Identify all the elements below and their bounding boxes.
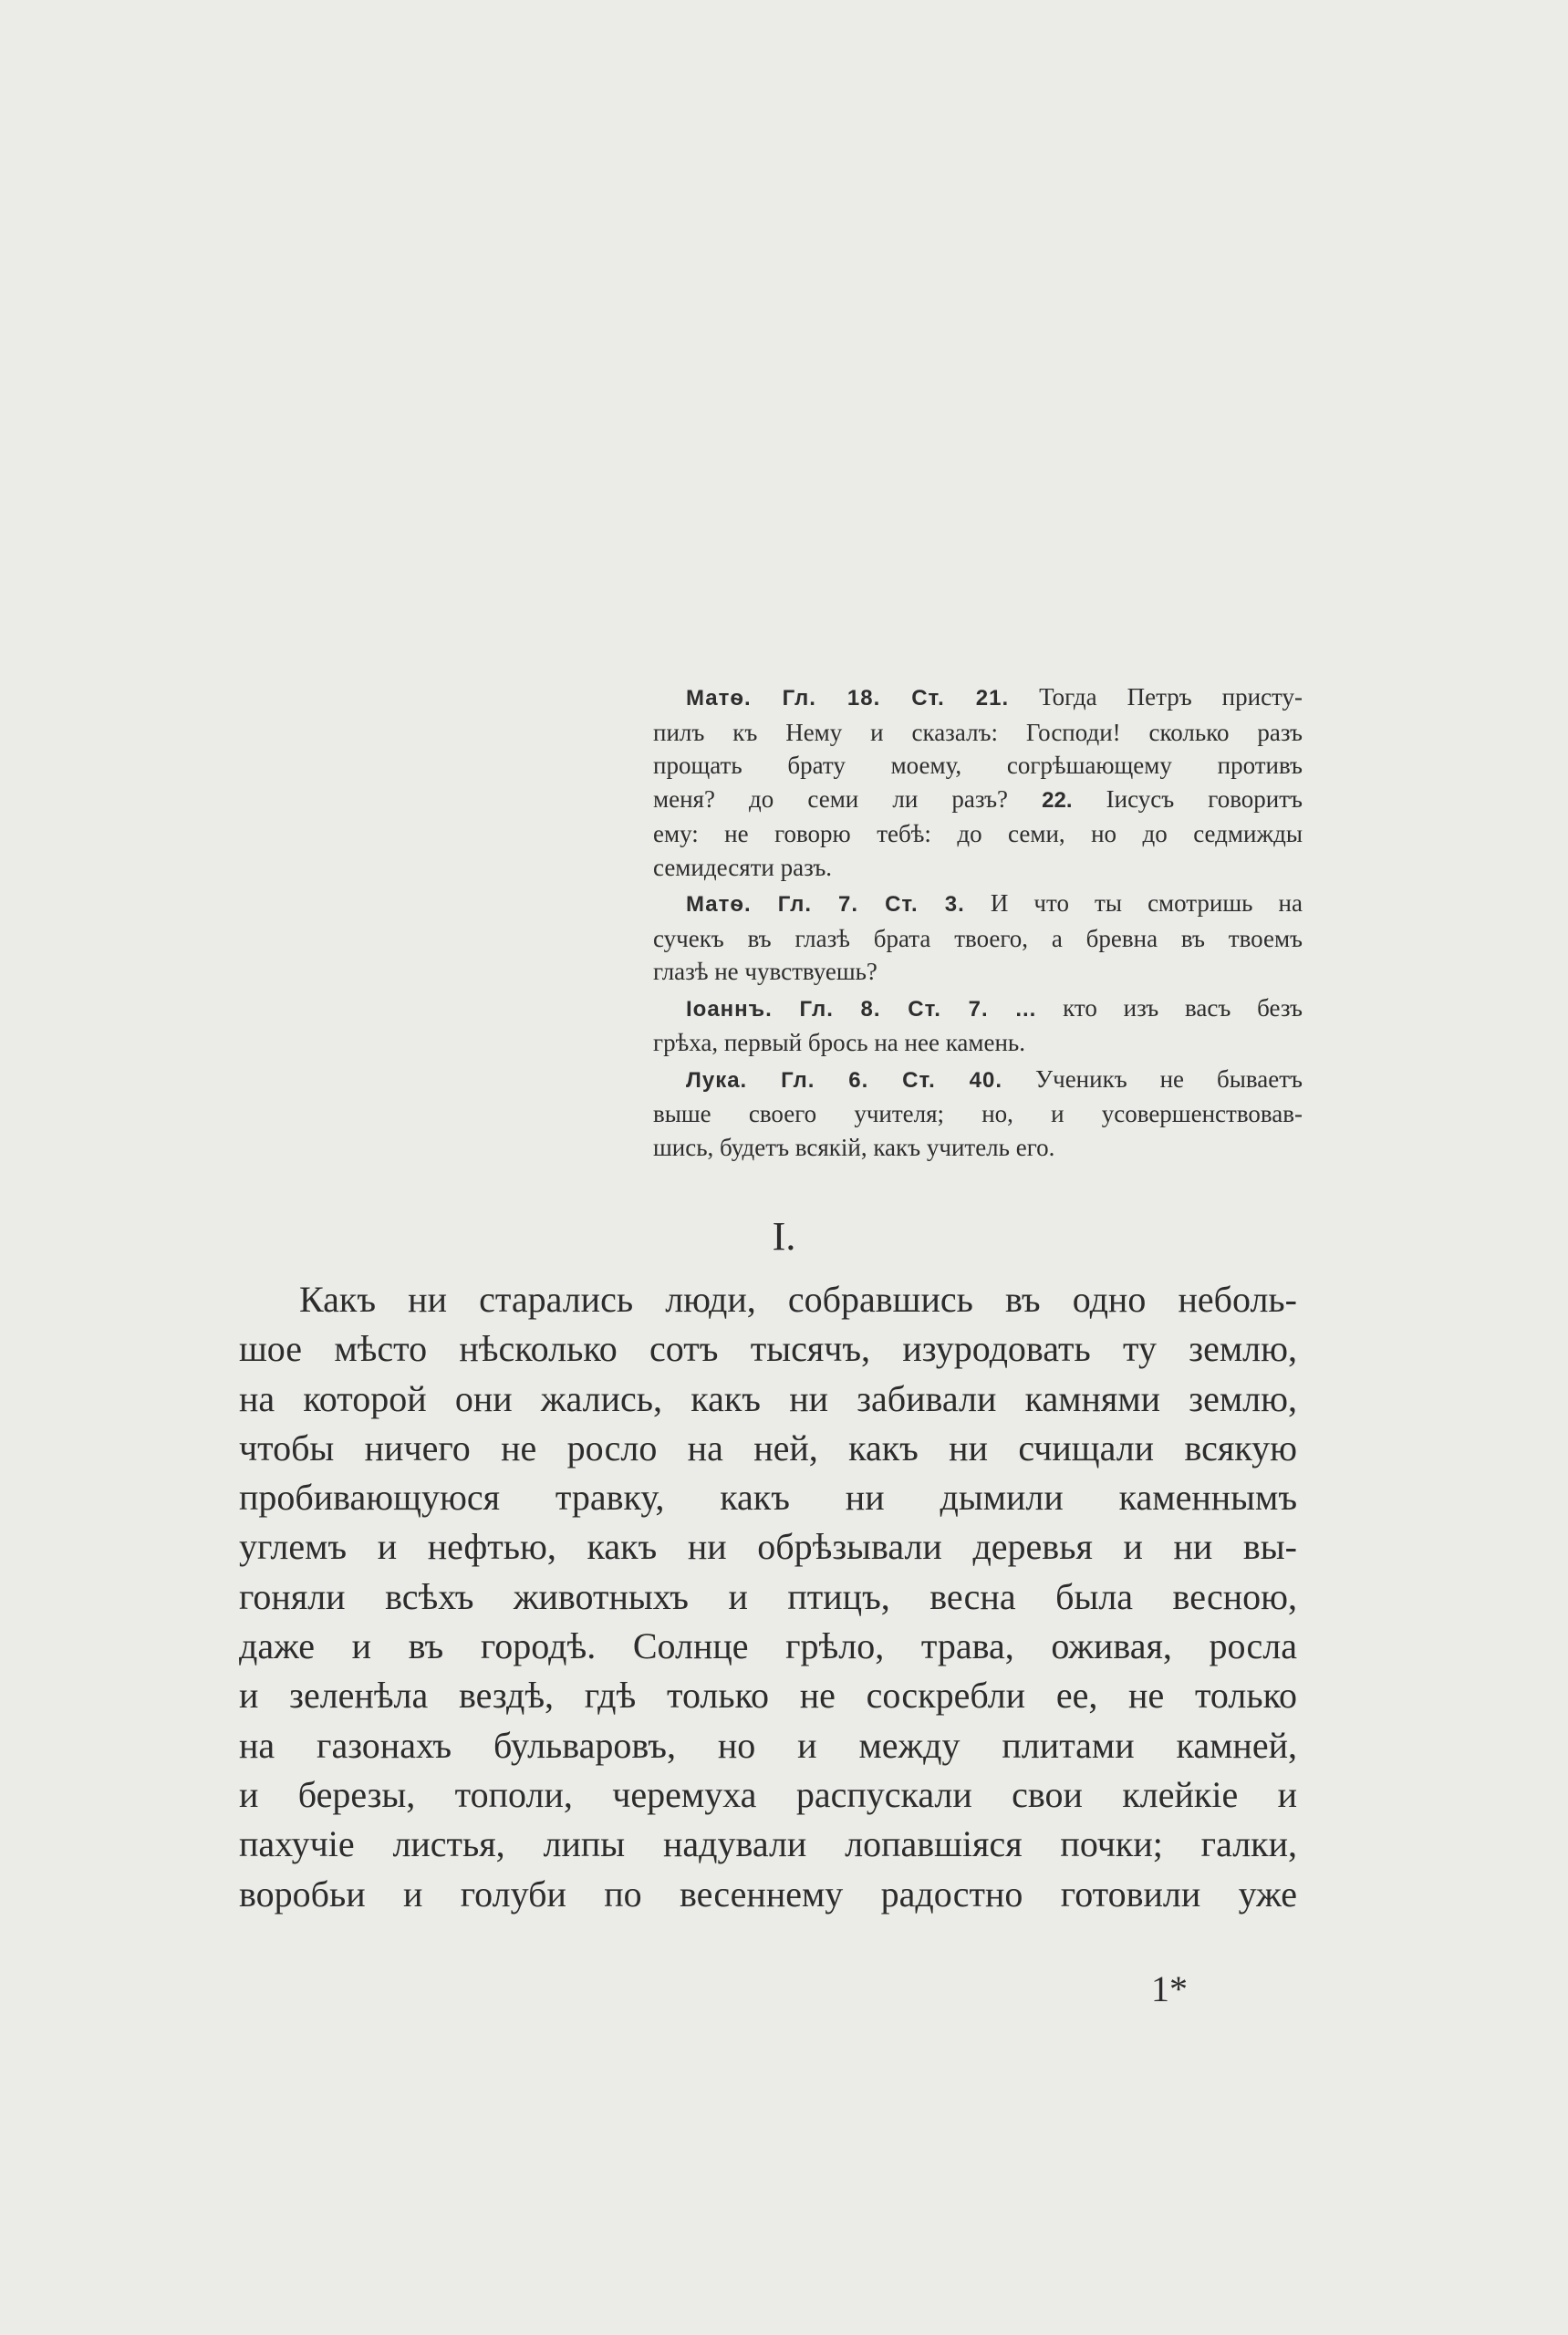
body-line: даже и въ городѣ. Солнце грѣло, трава, оживая, росла xyxy=(239,1625,1297,1667)
epigraph-line: сучекъ въ глазѣ брата твоего, а бревна въ твоемъ xyxy=(653,924,1303,952)
body-line: углемъ и нефтью, какъ ни обрѣзывали деревья и ни вы- xyxy=(239,1526,1297,1568)
verse-number: 22. xyxy=(1042,787,1073,813)
body-line: на которой они жались, какъ ни забивали камнями землю, xyxy=(239,1377,1297,1419)
body-line: и березы, тополи, черемуха распускали свои клейкіе и xyxy=(239,1773,1297,1815)
epigraph-line: ему: не говорю тебѣ: до семи, но до седмижды xyxy=(653,820,1303,847)
epigraph-matthew-18: Матѳ. Гл. 18. Ст. 21. Тогда Петръ присту- пилъ къ Нему и сказалъ: Господи! сколько разъ прощать брату моему, согрѣшающему противъ меня? до семи ли разъ? 22. Іисусъ говоритъ ему: не говорю тебѣ: до семи, но до седмижды семидесяти разъ. xyxy=(653,680,1303,884)
epigraph-line: меня? до семи ли разъ? 22. Іисусъ говоритъ xyxy=(653,784,1303,813)
epigraphs xyxy=(653,680,1303,1167)
body-line: воробьи и голуби по весеннему радостно готовили уже xyxy=(239,1873,1297,1915)
epigraph-reference: Лука. Гл. 6. Ст. 40. xyxy=(686,1067,1003,1093)
body-line: пробивающуюся травку, какъ ни дымили каменнымъ xyxy=(239,1477,1297,1519)
epigraph-line: семидесяти разъ. xyxy=(653,853,833,881)
body-line: и зеленѣла вездѣ, гдѣ только не соскребли ее, не только xyxy=(239,1675,1297,1717)
page-number: 1* xyxy=(1151,1968,1188,2009)
body-line: пахучіе листья, липы надували лопавшіяся почки; галки, xyxy=(239,1823,1297,1865)
epigraph-reference: Матѳ. Гл. 7. Ст. 3. xyxy=(686,892,965,917)
epigraph-matthew-7: Матѳ. Гл. 7. Ст. 3. И что ты смотришь на сучекъ въ глазѣ брата твоего, а бревна въ твоемъ глазѣ не чувствуешь? xyxy=(653,887,1303,989)
body-line: гоняли всѣхъ животныхъ и птицъ, весна была весною, xyxy=(239,1575,1297,1617)
epigraph-line: прощать брату моему, согрѣшающему противъ xyxy=(653,752,1303,779)
epigraph-john-8: Іоаннъ. Гл. 8. Ст. 7. ... кто изъ васъ безъ грѣха, первый брось на нее камень. xyxy=(653,991,1303,1060)
body-line: шое мѣсто нѣсколько сотъ тысячъ, изуродовать ту землю, xyxy=(239,1328,1297,1370)
epigraph-line: грѣха, первый брось на нее камень. xyxy=(653,1029,1025,1056)
epigraph-luke-6: Лука. Гл. 6. Ст. 40. Ученикъ не бываетъ выше своего учителя; но, и усовершенствовав- шись, будетъ всякій, какъ учитель его. xyxy=(653,1063,1303,1165)
body-text xyxy=(239,1275,1297,1919)
epigraph-line: выше своего учителя; но, и усовершенствовав- xyxy=(653,1100,1303,1127)
body-line: на газонахъ бульваровъ, но и между плитами камней, xyxy=(239,1724,1297,1766)
epigraph-line: глазѣ не чувствуешь? xyxy=(653,958,877,985)
body-line: Какъ ни старались люди, собравшись въ одно неболь- xyxy=(299,1279,1297,1320)
chapter-number: I. xyxy=(772,1214,796,1259)
epigraph-reference: Матѳ. Гл. 18. Ст. 21. xyxy=(686,686,1010,711)
body-line: чтобы ничего не росло на ней, какъ ни счищали всякую xyxy=(239,1427,1297,1468)
epigraph-line: шись, будетъ всякій, какъ учитель его. xyxy=(653,1133,1055,1161)
epigraph-reference: Іоаннъ. Гл. 8. Ст. 7. ... xyxy=(686,996,1037,1022)
epigraph-line: пилъ къ Нему и сказалъ: Господи! сколько разъ xyxy=(653,718,1303,746)
